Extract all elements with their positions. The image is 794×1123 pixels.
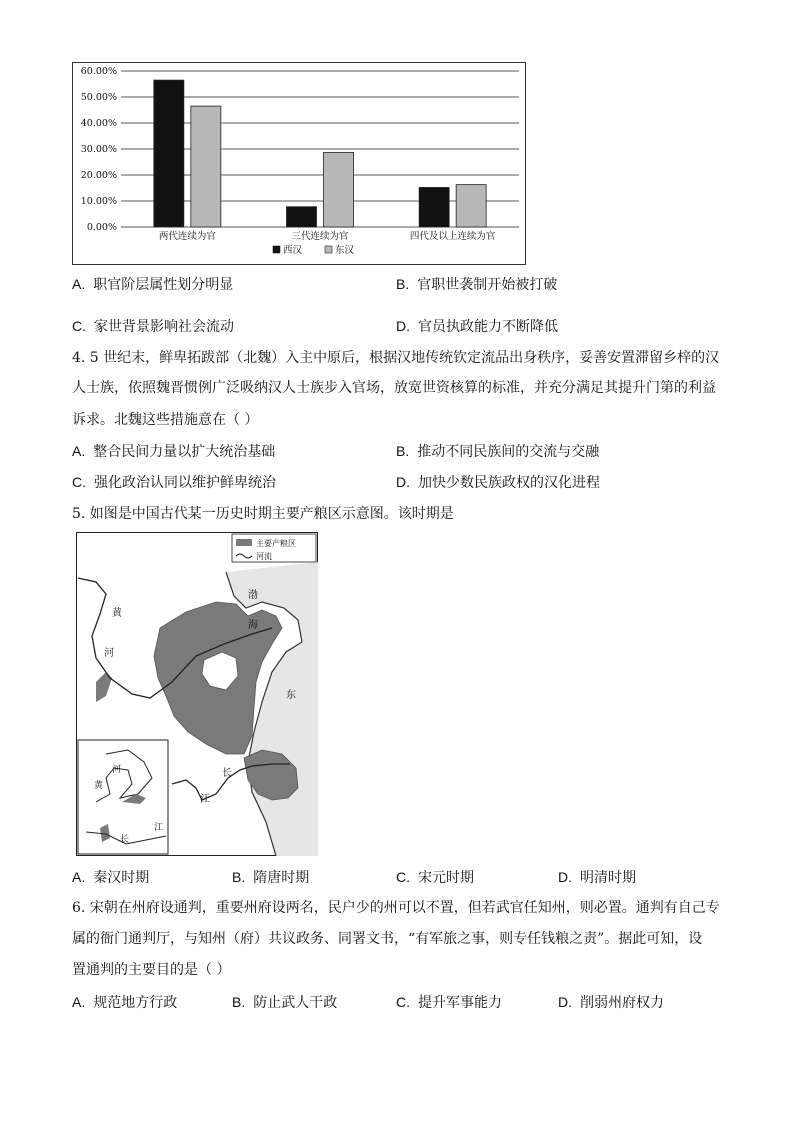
q4-stem-line-2: 人士族，依照魏晋惯例广泛吸纳汉人士族步入官场，放宽世资核算的标准，并充分满足其提升门第的利益 bbox=[72, 380, 716, 396]
option-text: 强化政治认同以维护鲜卑统治 bbox=[94, 475, 276, 491]
option-text: 规范地方行政 bbox=[93, 995, 178, 1011]
bar-xihan-2 bbox=[287, 207, 317, 227]
q6-option-b[interactable] bbox=[232, 992, 337, 1013]
bar-xihan-3 bbox=[419, 187, 449, 227]
option-letter: A. bbox=[72, 443, 86, 459]
legend-swatch-donghan bbox=[325, 246, 332, 253]
option-text: 秦汉时期 bbox=[93, 870, 150, 886]
label-jiang: 江 bbox=[200, 794, 210, 805]
label-chang: 长 bbox=[222, 768, 232, 779]
bar-donghan-1 bbox=[191, 106, 221, 227]
legend-river-label: 河流 bbox=[256, 552, 272, 561]
y-tick-label: 40.00% bbox=[80, 118, 117, 129]
q3-option-a[interactable] bbox=[72, 274, 233, 295]
label-hai: 海 bbox=[248, 620, 258, 631]
option-letter: B. bbox=[396, 276, 410, 292]
q3-option-b[interactable] bbox=[396, 274, 557, 295]
q6-stem-line-3: 置通判的主要目的是（ ） bbox=[72, 962, 231, 978]
option-letter: B. bbox=[232, 994, 246, 1010]
option-letter: D. bbox=[396, 474, 410, 490]
option-text: 加快少数民族政权的汉化进程 bbox=[418, 475, 600, 491]
y-tick-label: 20.00% bbox=[80, 170, 117, 181]
inset-label-he: 河 bbox=[112, 765, 122, 775]
x-tick-label: 四代及以上连续为官 bbox=[409, 231, 496, 242]
q4-option-a[interactable] bbox=[72, 441, 275, 462]
legend-label-donghan: 东汉 bbox=[335, 245, 355, 256]
y-tick-label: 10.00% bbox=[80, 196, 117, 207]
option-letter: D. bbox=[396, 318, 410, 334]
option-letter: C. bbox=[72, 318, 86, 334]
q5-option-d[interactable] bbox=[558, 867, 636, 888]
option-text: 推动不同民族间的交流与交融 bbox=[417, 444, 600, 460]
label-dong: 东 bbox=[286, 690, 296, 701]
option-text: 整合民间力量以扩大统治基础 bbox=[93, 444, 276, 460]
option-letter: B. bbox=[396, 443, 410, 459]
q5-stem: 5. 如图是中国古代某一历史时期主要产粮区示意图。该时期是 bbox=[72, 506, 454, 522]
option-text: 明清时期 bbox=[580, 870, 636, 886]
option-text: 家世背景影响社会流动 bbox=[94, 319, 234, 335]
q5-option-b[interactable] bbox=[232, 867, 309, 888]
option-letter: D. bbox=[558, 869, 572, 885]
option-text: 提升军事能力 bbox=[418, 995, 502, 1011]
option-letter: C. bbox=[72, 474, 86, 490]
q6-option-c[interactable] bbox=[396, 992, 502, 1013]
bar-chart bbox=[72, 62, 526, 265]
option-letter: C. bbox=[396, 869, 410, 885]
y-tick-label: 50.00% bbox=[80, 92, 117, 103]
q4-option-d[interactable] bbox=[396, 472, 600, 493]
legend-swatch-xihan bbox=[273, 246, 280, 253]
option-letter: B. bbox=[232, 869, 246, 885]
legend-label-xihan: 西汉 bbox=[283, 245, 303, 256]
option-letter: D. bbox=[558, 994, 572, 1010]
legend-area-swatch bbox=[236, 539, 252, 546]
q4-option-c[interactable] bbox=[72, 472, 276, 493]
x-tick-label: 两代连续为官 bbox=[158, 231, 216, 242]
q6-option-d[interactable] bbox=[558, 992, 664, 1013]
q5-option-c[interactable] bbox=[396, 867, 474, 888]
option-text: 宋元时期 bbox=[418, 870, 474, 886]
option-text: 官员执政能力不断降低 bbox=[418, 319, 558, 335]
q5-option-a[interactable] bbox=[72, 867, 149, 888]
label-bo: 渤 bbox=[248, 590, 258, 601]
q4-option-b[interactable] bbox=[396, 441, 599, 462]
bar-donghan-3 bbox=[456, 185, 486, 227]
bar-donghan-2 bbox=[324, 152, 354, 227]
label-huang: 黄 bbox=[112, 608, 122, 619]
y-tick-label: 30.00% bbox=[80, 144, 117, 155]
legend-area-label: 主要产粮区 bbox=[256, 539, 296, 548]
q4-stem-line-1: 4. 5 世纪末，鲜卑拓跋部（北魏）入主中原后，根据汉地传统钦定流品出身秩序，妥善安置滞留乡梓的汉 bbox=[72, 350, 720, 366]
y-tick-label: 0.00% bbox=[86, 222, 117, 233]
bar-xihan-1 bbox=[154, 80, 184, 227]
option-letter: A. bbox=[72, 994, 86, 1010]
option-text: 职官阶层属性划分明显 bbox=[93, 277, 234, 293]
q6-stem-line-1: 6. 宋朝在州府设通判，重要州府设两名，民户少的州可以不置，但若武官任知州，则必置。通判有自己专 bbox=[72, 900, 720, 916]
grain-region-map bbox=[76, 532, 318, 856]
q6-stem-line-2: 属的衙门通判厅，与知州（府）共议政务、同署文书，“有军旅之事，则专任钱粮之责”。据此可知，设 bbox=[72, 931, 703, 947]
x-tick-label: 三代连续为官 bbox=[291, 231, 349, 242]
option-letter: A. bbox=[72, 276, 86, 292]
option-text: 防止武人干政 bbox=[253, 995, 338, 1011]
q4-stem-line-3: 诉求。北魏这些措施意在（ ） bbox=[72, 412, 259, 428]
option-text: 官职世袭制开始被打破 bbox=[417, 277, 558, 293]
q6-option-a[interactable] bbox=[72, 992, 177, 1013]
label-he: 河 bbox=[104, 648, 114, 659]
chart-svg bbox=[73, 63, 525, 264]
q3-option-d[interactable] bbox=[396, 316, 558, 337]
inset-label-chang: 长 bbox=[120, 835, 130, 845]
option-letter: A. bbox=[72, 869, 86, 885]
inset-label-huang: 黄 bbox=[94, 781, 104, 791]
option-text: 削弱州府权力 bbox=[580, 995, 664, 1011]
inset-label-jiang: 江 bbox=[154, 823, 164, 833]
y-tick-label: 60.00% bbox=[80, 66, 117, 77]
q3-option-c[interactable] bbox=[72, 316, 234, 337]
option-letter: C. bbox=[396, 994, 410, 1010]
option-text: 隋唐时期 bbox=[253, 870, 310, 886]
map-svg bbox=[76, 532, 318, 856]
